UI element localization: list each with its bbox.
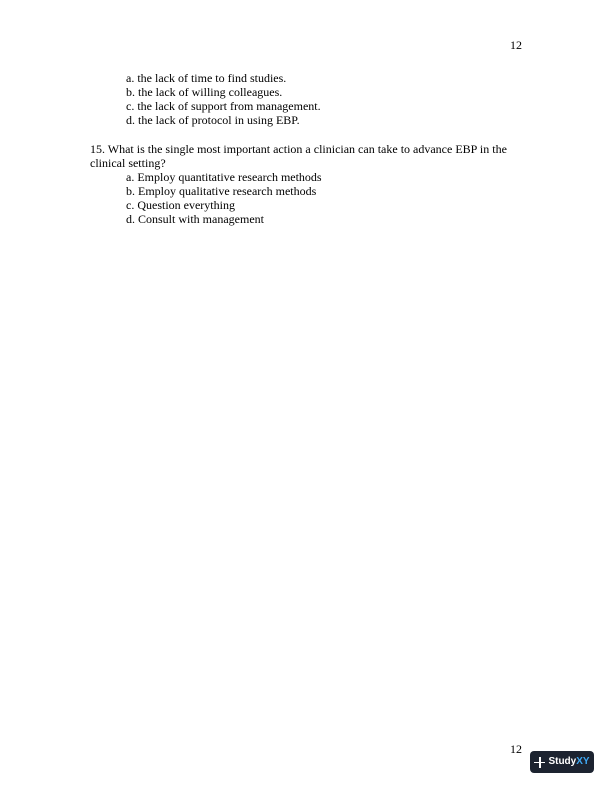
brand-text-accent: XY <box>576 756 590 767</box>
question-15-text: 15. What is the single most important action a clinician can take to advance EBP in the clinical setting? <box>90 142 507 170</box>
question-15-option-a: a. Employ quantitative research methods <box>126 170 322 184</box>
question-15-option-c: c. Question everything <box>126 198 235 212</box>
page-number-top: 12 <box>510 38 522 52</box>
question-15 <box>90 142 530 226</box>
question-15-options <box>126 170 530 226</box>
option-b: b. the lack of willing colleagues. <box>126 85 283 99</box>
brand-text-main: Study <box>548 756 577 767</box>
studyxy-badge[interactable] <box>530 751 594 773</box>
page-number-bottom: 12 <box>510 742 522 756</box>
question-15-option-d: d. Consult with management <box>126 212 264 226</box>
option-a: a. the lack of time to find studies. <box>126 71 287 85</box>
option-d: d. the lack of protocol in using EBP. <box>126 113 300 127</box>
option-c: c. the lack of support from management. <box>126 99 321 113</box>
previous-question-options <box>126 71 321 127</box>
plus-icon <box>534 757 545 768</box>
brand-logo-text <box>548 756 589 768</box>
question-15-option-b: b. Employ qualitative research methods <box>126 184 317 198</box>
